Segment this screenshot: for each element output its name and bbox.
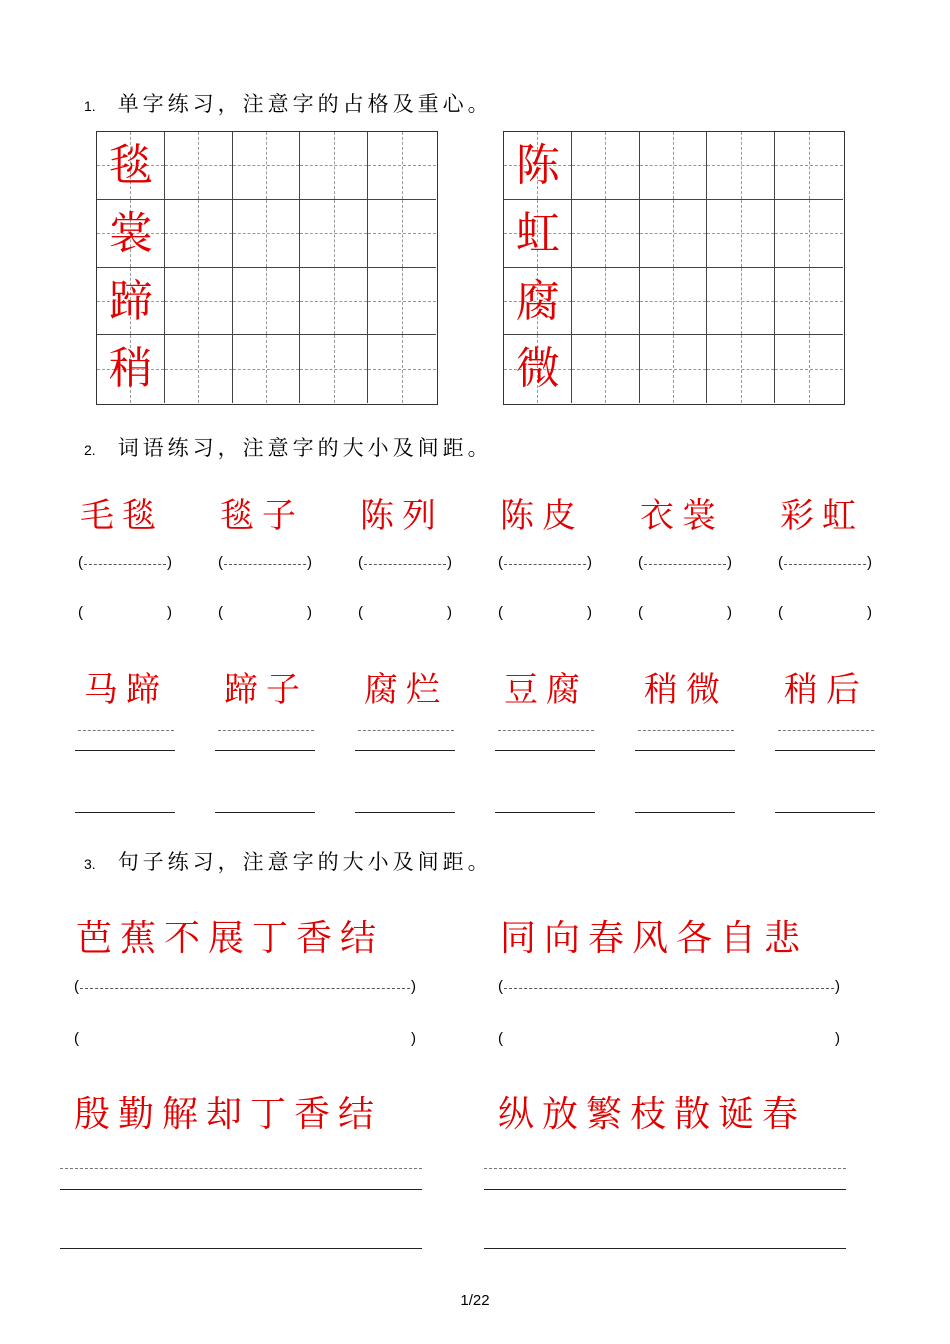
- writing-line[interactable]: [484, 1248, 846, 1249]
- grid-cell[interactable]: [300, 335, 368, 403]
- open-paren: (: [358, 604, 363, 621]
- writing-line[interactable]: [60, 1248, 422, 1249]
- pinyin-blank[interactable]: [498, 1030, 840, 1050]
- dashed-guide: [84, 564, 166, 565]
- writing-line[interactable]: [775, 750, 875, 751]
- grid-cell[interactable]: [572, 335, 640, 403]
- grid-cell[interactable]: [640, 335, 708, 403]
- grid-cell[interactable]: [572, 200, 640, 268]
- grid-cell[interactable]: [572, 132, 640, 200]
- open-paren: (: [778, 554, 783, 571]
- pinyin-blank-dashed[interactable]: [78, 554, 172, 574]
- dashed-guide: [60, 1168, 422, 1169]
- model-word: 稍微: [644, 670, 728, 710]
- model-sentence: 殷勤解却丁香结: [74, 1094, 383, 1135]
- open-paren: (: [778, 604, 783, 621]
- pinyin-blank[interactable]: [358, 604, 452, 624]
- close-paren: ): [167, 604, 172, 621]
- writing-line[interactable]: [215, 750, 315, 751]
- pinyin-blank[interactable]: [78, 604, 172, 624]
- grid-cell[interactable]: [775, 268, 843, 336]
- pinyin-blank[interactable]: [778, 604, 872, 624]
- dashed-guide: [498, 730, 594, 731]
- open-paren: (: [498, 604, 503, 621]
- close-paren: ): [867, 604, 872, 621]
- model-word: 蹄子: [224, 670, 308, 710]
- open-paren: (: [358, 554, 363, 571]
- dashed-guide: [78, 730, 174, 731]
- writing-line[interactable]: [635, 750, 735, 751]
- dashed-guide: [778, 730, 874, 731]
- section-title: 单字练习，注意字的占格及重心。: [117, 92, 493, 116]
- grid-cell[interactable]: [300, 268, 368, 336]
- writing-line[interactable]: [635, 812, 735, 813]
- close-paren: ): [835, 978, 840, 995]
- model-character: 微: [515, 343, 560, 395]
- practice-grid-left: [96, 131, 438, 405]
- dashed-guide: [504, 564, 586, 565]
- section-title: 句子练习，注意字的大小及间距。: [117, 850, 493, 874]
- model-word: 毯子: [220, 496, 304, 536]
- open-paren: (: [638, 604, 643, 621]
- dashed-guide: [358, 730, 454, 731]
- model-character: 毯: [108, 140, 153, 191]
- practice-grid-right: [503, 131, 845, 405]
- grid-cell[interactable]: [775, 200, 843, 268]
- grid-cell[interactable]: [300, 200, 368, 268]
- close-paren: ): [447, 604, 452, 621]
- dashed-guide: [484, 1168, 846, 1169]
- dashed-guide: [784, 564, 866, 565]
- pinyin-blank-dashed[interactable]: [74, 978, 416, 998]
- dashed-guide: [638, 730, 734, 731]
- pinyin-blank-dashed[interactable]: [778, 554, 872, 574]
- writing-line[interactable]: [355, 750, 455, 751]
- section-3-heading: [84, 846, 493, 876]
- model-character: 腐: [515, 275, 560, 327]
- dashed-guide: [218, 730, 314, 731]
- section-2-heading: [84, 432, 493, 462]
- model-character: 虹: [515, 207, 560, 259]
- open-paren: (: [498, 554, 503, 571]
- dashed-guide: [224, 564, 306, 565]
- grid-cell[interactable]: [368, 268, 436, 336]
- close-paren: ): [307, 604, 312, 621]
- model-sentence: 同向春风各自悲: [500, 918, 809, 959]
- grid-cell[interactable]: [640, 132, 708, 200]
- close-paren: ): [411, 1030, 416, 1047]
- model-word: 陈列: [360, 496, 444, 536]
- model-sentence: 纵放繁枝散诞春: [498, 1094, 807, 1135]
- model-word: 腐烂: [364, 670, 448, 710]
- grid-cell[interactable]: [165, 132, 233, 200]
- writing-line[interactable]: [495, 750, 595, 751]
- close-paren: ): [587, 604, 592, 621]
- grid-cell[interactable]: [368, 200, 436, 268]
- close-paren: ): [411, 978, 416, 995]
- model-sentence: 芭蕉不展丁香结: [76, 918, 385, 959]
- writing-line[interactable]: [60, 1189, 422, 1190]
- model-word: 豆腐: [504, 670, 588, 710]
- grid-cell[interactable]: [368, 335, 436, 403]
- model-word: 陈皮: [500, 496, 584, 536]
- writing-line[interactable]: [495, 812, 595, 813]
- pinyin-blank-dashed[interactable]: [638, 554, 732, 574]
- dashed-guide: [644, 564, 726, 565]
- close-paren: ): [307, 554, 312, 571]
- writing-line[interactable]: [75, 750, 175, 751]
- grid-cell[interactable]: [368, 132, 436, 200]
- open-paren: (: [78, 604, 83, 621]
- model-character: 稍: [108, 343, 153, 395]
- grid-cell[interactable]: [233, 132, 301, 200]
- model-word: 马蹄: [84, 670, 168, 710]
- model-word: 衣裳: [640, 496, 724, 536]
- grid-cell[interactable]: [233, 200, 301, 268]
- writing-line[interactable]: [775, 812, 875, 813]
- writing-line[interactable]: [75, 812, 175, 813]
- open-paren: (: [78, 554, 83, 571]
- grid-cell[interactable]: [300, 132, 368, 200]
- close-paren: ): [587, 554, 592, 571]
- open-paren: (: [498, 978, 503, 995]
- grid-cell[interactable]: [572, 268, 640, 336]
- close-paren: ): [867, 554, 872, 571]
- model-word: 彩虹: [780, 496, 864, 536]
- model-character: 陈: [515, 140, 560, 191]
- grid-cell[interactable]: [165, 335, 233, 403]
- open-paren: (: [74, 1030, 79, 1047]
- pinyin-blank-dashed[interactable]: [218, 554, 312, 574]
- close-paren: ): [727, 604, 732, 621]
- grid-cell[interactable]: [165, 268, 233, 336]
- open-paren: (: [218, 554, 223, 571]
- grid-cell[interactable]: [707, 132, 775, 200]
- open-paren: (: [218, 604, 223, 621]
- pinyin-blank[interactable]: [498, 604, 592, 624]
- grid-cell[interactable]: [775, 132, 843, 200]
- section-number: 3.: [84, 856, 96, 872]
- close-paren: ): [167, 554, 172, 571]
- pinyin-blank[interactable]: [74, 1030, 416, 1050]
- writing-line[interactable]: [215, 812, 315, 813]
- model-word: 毛毯: [80, 496, 164, 536]
- pinyin-blank[interactable]: [638, 604, 732, 624]
- model-word: 稍后: [784, 670, 868, 710]
- section-number: 1.: [84, 98, 96, 114]
- open-paren: (: [498, 1030, 503, 1047]
- grid-cell[interactable]: [640, 200, 708, 268]
- section-number: 2.: [84, 442, 96, 458]
- writing-line[interactable]: [355, 812, 455, 813]
- grid-cell[interactable]: [775, 335, 843, 403]
- dashed-guide: [364, 564, 446, 565]
- dashed-guide: [504, 988, 834, 989]
- pinyin-blank-dashed[interactable]: [358, 554, 452, 574]
- section-title: 词语练习，注意字的大小及间距。: [117, 436, 493, 460]
- open-paren: (: [74, 978, 79, 995]
- dashed-guide: [80, 988, 410, 989]
- grid-cell[interactable]: [233, 268, 301, 336]
- page-number: 1/22: [460, 1292, 490, 1309]
- grid-cell[interactable]: [165, 200, 233, 268]
- writing-line[interactable]: [484, 1189, 846, 1190]
- close-paren: ): [447, 554, 452, 571]
- model-character: 裳: [108, 207, 153, 259]
- pinyin-blank[interactable]: [218, 604, 312, 624]
- open-paren: (: [638, 554, 643, 571]
- model-character: 蹄: [108, 275, 153, 327]
- grid-cell[interactable]: [707, 200, 775, 268]
- grid-cell[interactable]: [707, 268, 775, 336]
- pinyin-blank-dashed[interactable]: [498, 554, 592, 574]
- section-1-heading: [84, 88, 493, 118]
- grid-cell[interactable]: [707, 335, 775, 403]
- close-paren: ): [727, 554, 732, 571]
- grid-cell[interactable]: [640, 268, 708, 336]
- grid-cell[interactable]: [233, 335, 301, 403]
- pinyin-blank-dashed[interactable]: [498, 978, 840, 998]
- close-paren: ): [835, 1030, 840, 1047]
